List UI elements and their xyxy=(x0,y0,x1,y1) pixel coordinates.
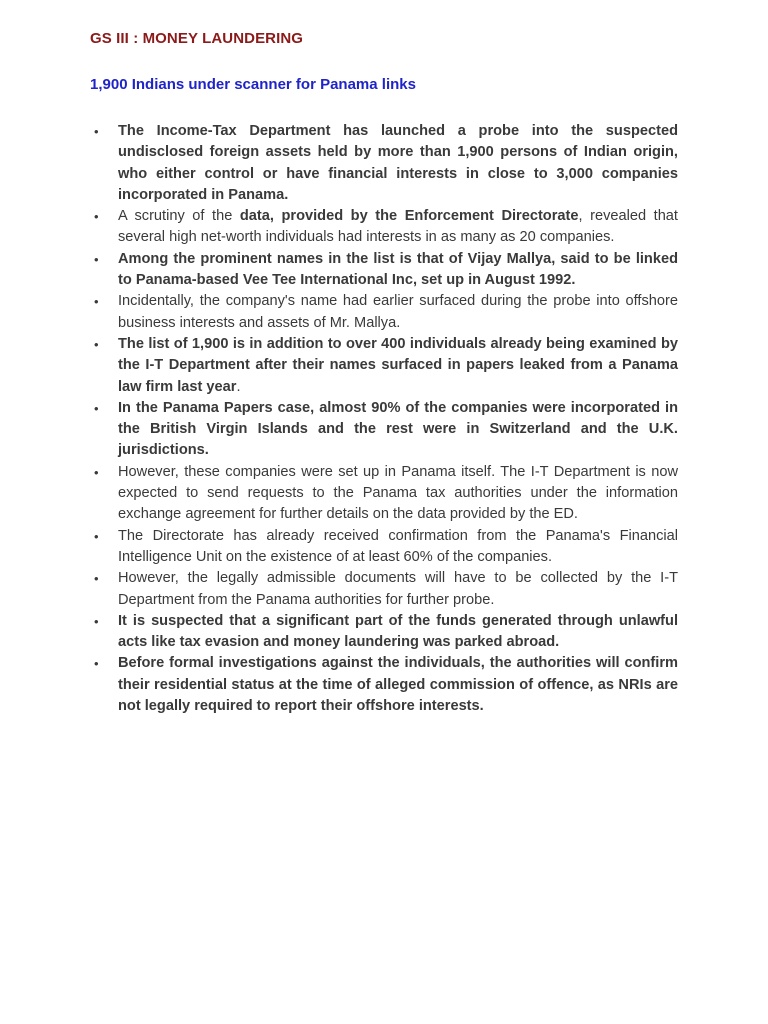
bullet-item xyxy=(90,611,678,654)
bullet-item xyxy=(90,568,678,611)
bullet-text: A scrutiny of the xyxy=(118,208,240,225)
bullet-item xyxy=(90,526,678,569)
bullet-icon: • xyxy=(94,656,99,672)
bullet-text: In the Panama Papers case, almost 90% of the companies were incorporated in the British Virgin Islands and the rest were in Switzerland and the U.K. jurisdictions. xyxy=(118,399,678,459)
document-heading: GS III : MONEY LAUNDERING xyxy=(90,30,304,47)
article-title: 1,900 Indians under scanner for Panama links xyxy=(90,76,416,93)
bullet-item xyxy=(90,121,678,206)
bullet-icon: • xyxy=(94,294,99,310)
bullet-text: The list of 1,900 is in addition to over 400 individuals already being examined by the I-T Department after their names surfaced in papers leaked from a Panama law firm last year xyxy=(118,335,678,395)
bullet-icon: • xyxy=(94,251,99,267)
bullet-item xyxy=(90,249,678,292)
bullet-item xyxy=(90,206,678,249)
bullet-text: However, these companies were set up in Panama itself. The I-T Department is now expected to send requests to the Panama tax authorities under the information exchange agreement for further details on the data provided by the ED. xyxy=(118,463,678,523)
bullet-text: It is suspected that a significant part of the funds generated through unlawful acts like tax evasion and money laundering was parked abroad. xyxy=(118,612,678,651)
bullet-text: Before formal investigations against the individuals, the authorities will confirm their residential status at the time of alleged commission of offence, as NRIs are not legally required to report their offshore interests. xyxy=(118,655,678,715)
bullet-text: However, the legally admissible documents will have to be collected by the I-T Department from the Panama authorities for further probe. xyxy=(118,570,678,608)
bullet-icon: • xyxy=(94,528,99,544)
bullet-icon: • xyxy=(94,571,99,587)
bullet-text: The Income-Tax Department has launched a probe into the suspected undisclosed foreign assets held by more than 1,900 persons of Indian origin, who either control or have financial interests in close to 3,000 companies incorporated in Panama. xyxy=(118,123,678,203)
bullet-icon: • xyxy=(94,209,99,225)
bullet-item xyxy=(90,334,678,398)
bullet-list xyxy=(90,121,678,717)
bullet-text: The Directorate has already received confirmation from the Panama's Financial Intelligence Unit on the existence of at least 60% of the companies. xyxy=(118,527,678,565)
bullet-text: Among the prominent names in the list is that of Vijay Mallya, said to be linked to Panama-based Vee Tee International Inc, set up in August 1992. xyxy=(118,250,678,289)
bullet-item xyxy=(90,398,678,462)
bullet-item xyxy=(90,462,678,526)
bullet-text: Incidentally, the company's name had earlier surfaced during the probe into offshore business interests and assets of Mr. Mallya. xyxy=(118,293,678,331)
bullet-item xyxy=(90,653,678,717)
bullet-text: , revealed that several high net-worth individuals had interests in as many as 20 companies. xyxy=(118,208,678,246)
bullet-icon: • xyxy=(94,400,99,416)
bullet-icon: • xyxy=(94,124,99,139)
bullet-text: . xyxy=(236,378,241,395)
bullet-icon: • xyxy=(94,613,99,629)
bullet-item xyxy=(90,291,678,334)
bullet-text: data, provided by the Enforcement Directorate xyxy=(239,208,579,225)
bullet-icon: • xyxy=(94,336,99,352)
bullet-icon: • xyxy=(94,464,99,480)
